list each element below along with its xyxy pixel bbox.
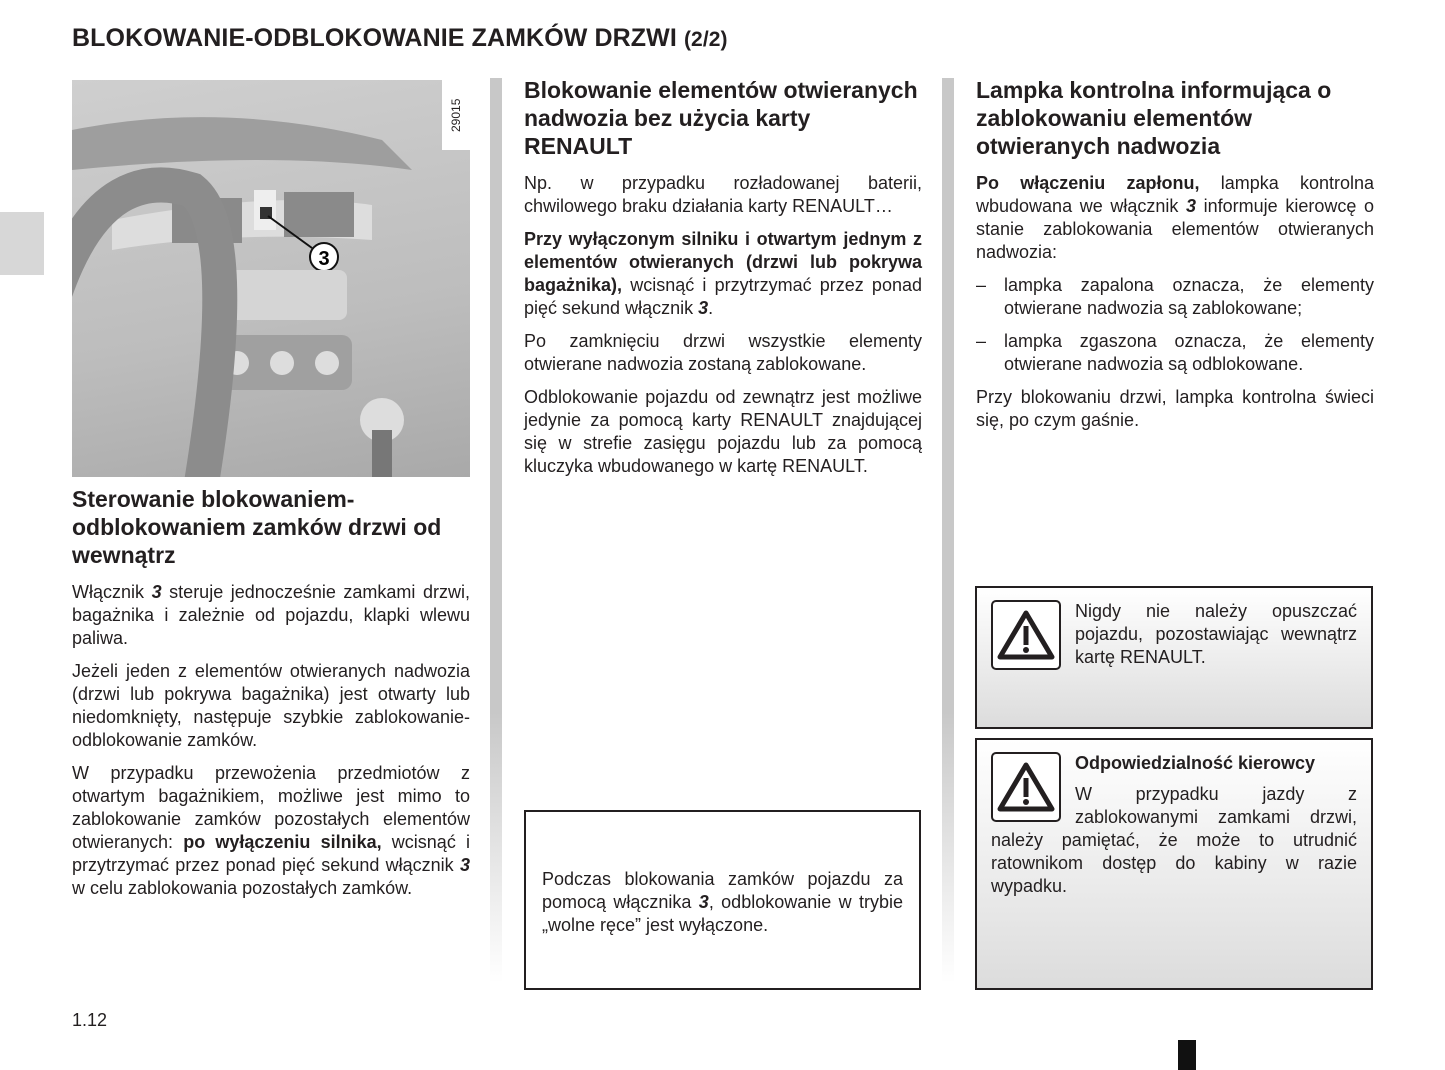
section-tab	[0, 212, 44, 275]
paragraph: W przypadku przewożenia przedmiotów z otwartym bagażnikiem, możliwe jest mimo to zablokowanie zamków pozostałych elementów otwieranych: po wyłączeniu silnika, wcisnąć i przytrzymać przez ponad pięć sekund włącznik 3 w celu zablokowania pozostałych zamków.	[72, 763, 470, 898]
paragraph: Przy wyłączonym silniku i otwartym jednym z elementów otwieranych (drzwi lub pokrywa bagażnika), wcisnąć i przytrzymać przez ponad pięć sekund włącznik 3.	[524, 229, 922, 318]
page-marker	[1178, 1040, 1196, 1070]
warning-box	[975, 586, 1373, 729]
paragraph: Odblokowanie pojazdu od zewnątrz jest możliwe jedynie za pomocą karty RENAULT znajdującej się w strefie zasięgu pojazdu lub za pomocą kluczyka wbudowanego w kartę RENAULT.	[524, 387, 922, 476]
list-item: – lampka zgaszona oznacza, że elementy otwierane nadwozia są odblokowane.	[976, 331, 1374, 374]
column-1	[72, 485, 470, 910]
section-heading: Lampka kontrolna informująca o zablokowaniu elementów otwieranych nadwozia	[976, 77, 1332, 159]
paragraph: Włącznik 3 steruje jednocześnie zamkami drzwi, bagażnika i zależnie od pojazdu, klapki wlewu paliwa.	[72, 582, 471, 648]
warning-box	[975, 738, 1373, 990]
note-box	[524, 810, 921, 990]
warning-text: W przypadku jazdy z zablokowanymi zamkami drzwi, należy pamiętać, że może to utrudnić ratownikom dostęp do kabiny w razie wypadku.	[991, 784, 1357, 896]
dashboard-photo	[72, 80, 470, 477]
column-divider	[942, 78, 954, 983]
column-3	[976, 76, 1374, 442]
paragraph: Po włączeniu zapłonu, lampka kontrolna wbudowana we włącznik 3 informuje kierowcę o stanie zablokowania elementów otwieranych nadwozia:	[976, 173, 1374, 262]
paragraph: Np. w przypadku rozładowanej baterii, chwilowego braku działania karty RENAULT…	[524, 173, 922, 216]
note-text: Podczas blokowania zamków pojazdu za pomocą włącznika 3, odblokowanie w trybie „wolne ręce” jest wyłączone.	[542, 869, 903, 935]
list-item: – lampka zapalona oznacza, że elementy otwierane nadwozia są zablokowane;	[976, 275, 1374, 318]
paragraph: Przy blokowaniu drzwi, lampka kontrolna świeci się, po czym gaśnie.	[976, 387, 1374, 430]
column-divider	[490, 78, 502, 983]
warning-icon	[991, 752, 1061, 822]
title-part: (2/2)	[683, 28, 728, 51]
page-number: 1.12	[72, 1010, 108, 1030]
section-heading: Blokowanie elementów otwieranych nadwozia bez użycia karty RENAULT	[524, 77, 918, 159]
title-text: BLOKOWANIE-ODBLOKOWANIE ZAMKÓW DRZWI	[72, 24, 677, 52]
page-title	[72, 24, 728, 53]
column-2	[524, 76, 922, 488]
section-heading: Sterowanie blokowaniem-odblokowaniem zamków drzwi od wewnątrz	[72, 486, 442, 568]
paragraph: Po zamknięciu drzwi wszystkie elementy otwierane nadwozia zostaną zablokowane.	[524, 331, 922, 374]
warning-title: Odpowiedzialność kierowcy	[1075, 753, 1316, 773]
callout-3: 3	[318, 248, 330, 270]
image-number: 29015	[442, 80, 470, 150]
dashboard-illustration	[72, 80, 470, 477]
warning-text: Nigdy nie należy opuszczać pojazdu, pozostawiając wewnątrz kartę RENAULT.	[1075, 601, 1357, 667]
paragraph: Jeżeli jeden z elementów otwieranych nadwozia (drzwi lub pokrywa bagażnika) jest otwarty lub niedomknięty, następuje szybkie zablokowanie-odblokowanie zamków.	[72, 661, 470, 750]
warning-icon	[991, 600, 1061, 670]
